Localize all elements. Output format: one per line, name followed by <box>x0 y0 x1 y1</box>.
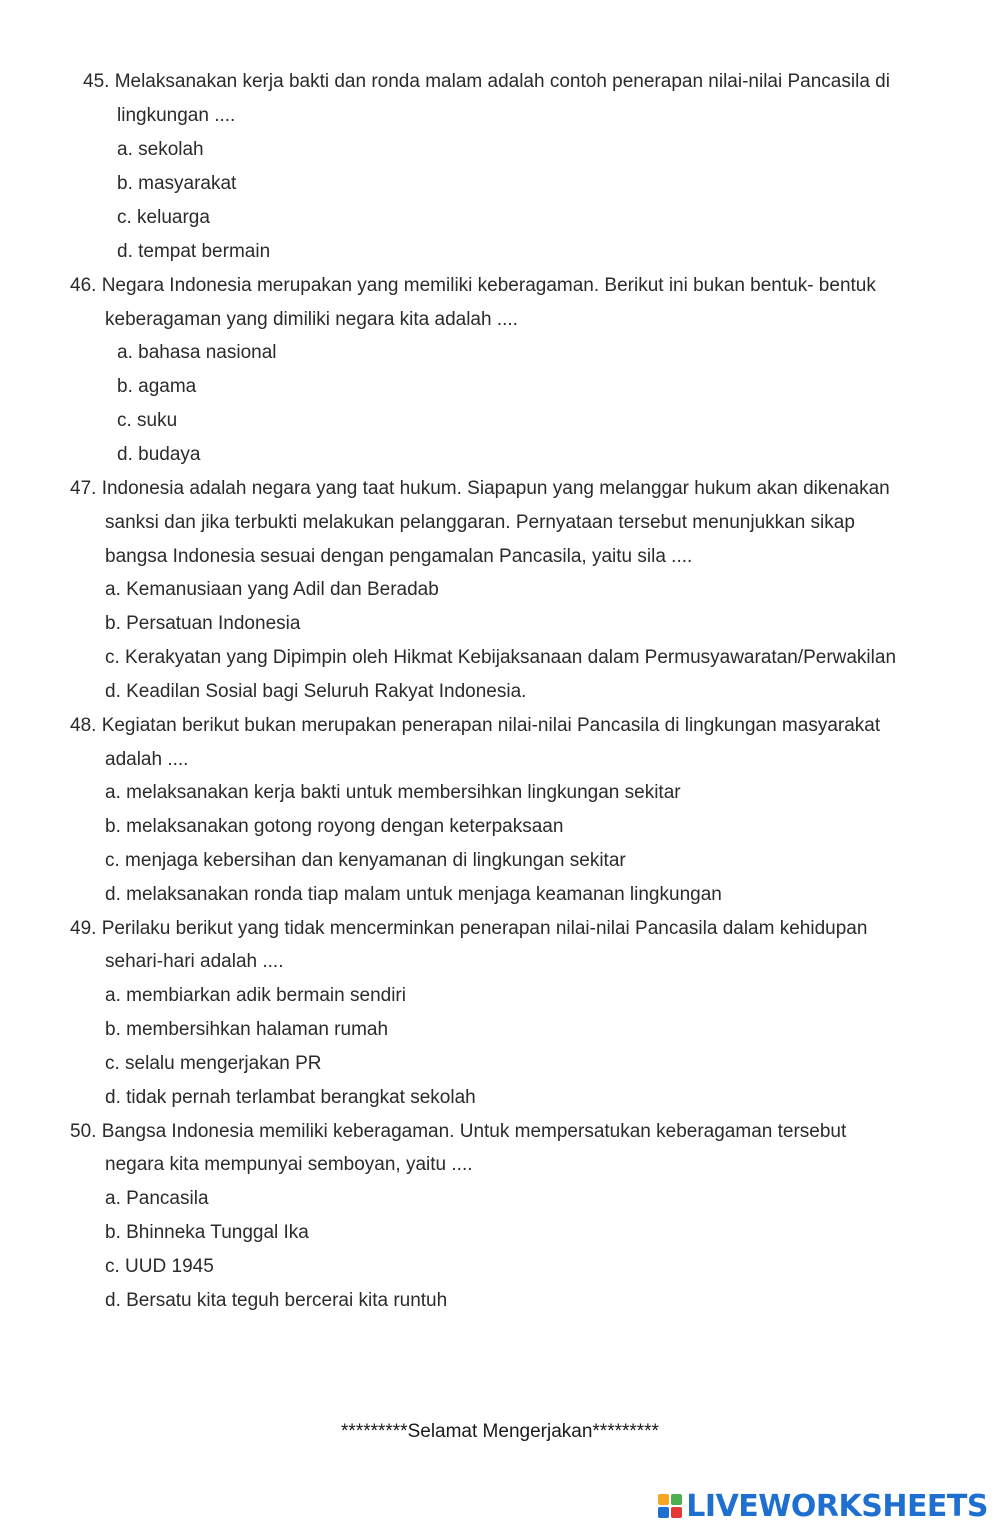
question-46-stem-line-1: 46. Negara Indonesia merupakan yang memiliki keberagaman. Berikut ini bukan bentuk- bentuk <box>70 275 876 296</box>
question-46-stem-line-2: keberagaman yang dimiliki negara kita adalah .... <box>105 309 518 330</box>
liveworksheets-logo-icon <box>658 1494 682 1518</box>
question-47-option-d: d. Keadilan Sosial bagi Seluruh Rakyat Indonesia. <box>105 681 527 702</box>
question-45-option-c: c. keluarga <box>117 207 210 228</box>
question-50-option-a: a. Pancasila <box>105 1188 209 1209</box>
question-46-option-b: b. agama <box>117 376 197 397</box>
logo-square-4 <box>671 1507 682 1518</box>
question-50-stem-line-1: 50. Bangsa Indonesia memiliki keberagaman. Untuk mempersatukan keberagaman tersebut <box>70 1121 847 1142</box>
question-50-stem-line-2: negara kita mempunyai semboyan, yaitu .... <box>105 1154 473 1175</box>
question-45-option-b: b. masyarakat <box>117 173 237 194</box>
question-45-option-d: d. tempat bermain <box>117 241 271 262</box>
question-48-option-c: c. menjaga kebersihan dan kenyamanan di lingkungan sekitar <box>105 850 626 871</box>
logo-square-1 <box>658 1494 669 1505</box>
question-48-stem-line-1: 48. Kegiatan berikut bukan merupakan penerapan nilai-nilai Pancasila di lingkungan masyarakat <box>70 715 881 736</box>
question-47-option-b: b. Persatuan Indonesia <box>105 613 301 634</box>
question-49-option-a: a. membiarkan adik bermain sendiri <box>105 985 406 1006</box>
question-47-stem-line-2: sanksi dan jika terbukti melakukan pelanggaran. Pernyataan tersebut menunjukkan sikap <box>105 512 855 533</box>
question-46-option-d: d. budaya <box>117 444 201 465</box>
question-50-option-d: d. Bersatu kita teguh bercerai kita runtuh <box>105 1290 448 1311</box>
question-50-option-b: b. Bhinneka Tunggal Ika <box>105 1222 309 1243</box>
question-47-option-c: c. Kerakyatan yang Dipimpin oleh Hikmat Kebijaksanaan dalam Permusyawaratan/Perwakilan <box>105 647 897 668</box>
question-46-option-c: c. suku <box>117 410 178 431</box>
question-49-option-c: c. selalu mengerjakan PR <box>105 1053 322 1074</box>
liveworksheets-wordmark: LIVEWORKSHEETS <box>686 1488 988 1524</box>
question-46-option-a: a. bahasa nasional <box>117 342 277 363</box>
question-48-option-d: d. melaksanakan ronda tiap malam untuk menjaga keamanan lingkungan <box>105 884 722 905</box>
question-45-stem-line-2: lingkungan .... <box>117 105 236 126</box>
closing-message: *********Selamat Mengerjakan********* <box>341 1421 659 1442</box>
question-49-stem-line-2: sehari-hari adalah .... <box>105 951 284 972</box>
question-49-option-d: d. tidak pernah terlambat berangkat sekolah <box>105 1087 476 1108</box>
question-47-stem-line-1: 47. Indonesia adalah negara yang taat hukum. Siapapun yang melanggar hukum akan dikenakan <box>70 478 890 499</box>
liveworksheets-logo <box>658 1488 988 1524</box>
question-48-option-b: b. melaksanakan gotong royong dengan keterpaksaan <box>105 816 564 837</box>
question-47-stem-line-3: bangsa Indonesia sesuai dengan pengamalan Pancasila, yaitu sila .... <box>105 546 693 567</box>
logo-square-3 <box>658 1507 669 1518</box>
question-45-option-a: a. sekolah <box>117 139 204 160</box>
question-49-option-b: b. membersihkan halaman rumah <box>105 1019 389 1040</box>
question-50-option-c: c. UUD 1945 <box>105 1256 214 1277</box>
question-48-option-a: a. melaksanakan kerja bakti untuk membersihkan lingkungan sekitar <box>105 782 681 803</box>
question-48-stem-line-2: adalah .... <box>105 749 189 770</box>
question-49-stem-line-1: 49. Perilaku berikut yang tidak mencerminkan penerapan nilai-nilai Pancasila dalam kehidupan <box>70 918 868 939</box>
question-45-stem-line-1: 45. Melaksanakan kerja bakti dan ronda malam adalah contoh penerapan nilai-nilai Pancasila di <box>83 71 890 92</box>
question-47-option-a: a. Kemanusiaan yang Adil dan Beradab <box>105 579 439 600</box>
logo-square-2 <box>671 1494 682 1505</box>
